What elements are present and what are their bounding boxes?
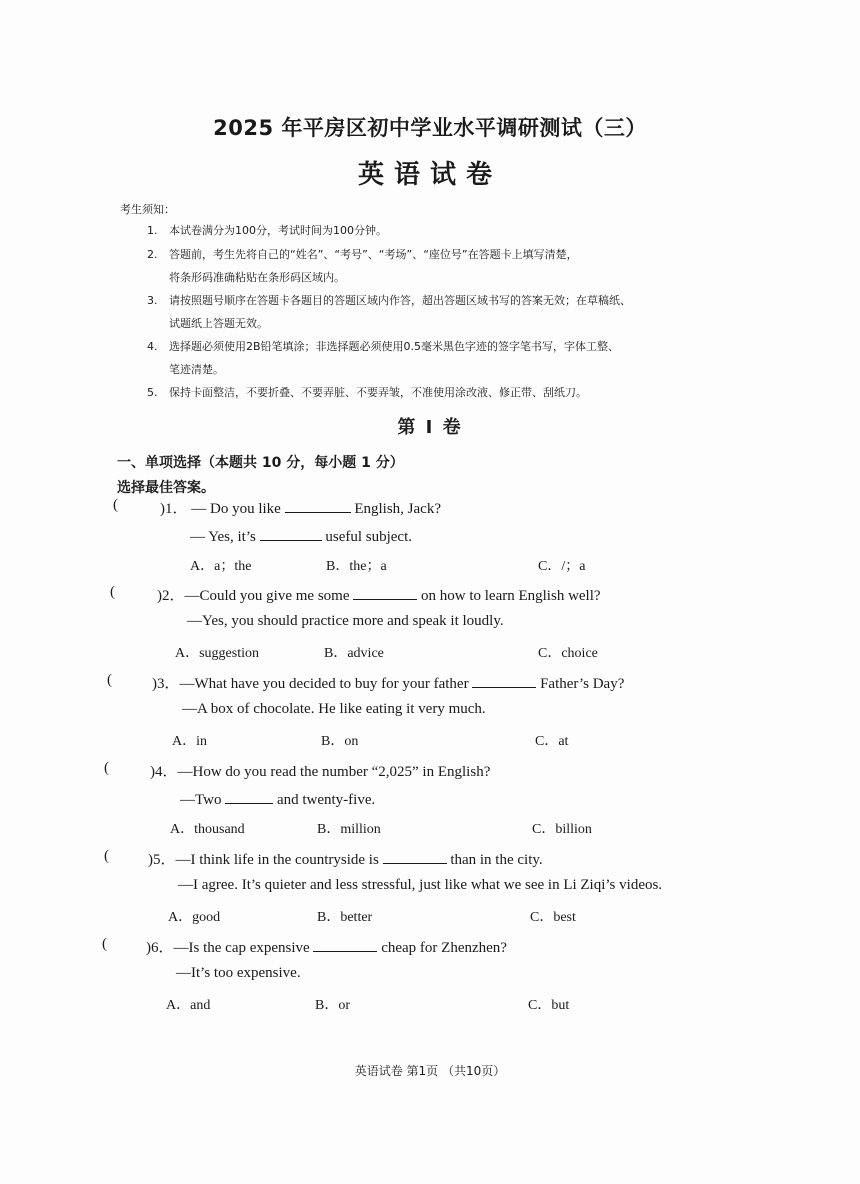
response-line: [176, 965, 301, 982]
answer-blank: [383, 849, 447, 864]
notice-item-2: [147, 243, 737, 289]
notice-item-number: 5.: [147, 386, 158, 399]
option-c: C．billion: [532, 822, 592, 837]
page-footer: 英语试卷 第1页 （共10页）: [354, 1064, 506, 1078]
question-line: [148, 848, 543, 869]
notice-item-text: 试题纸上答题无效。: [169, 317, 268, 330]
option-c: C．best: [530, 910, 576, 925]
option-b: B．advice: [324, 646, 384, 661]
notice-item-text: 将条形码准确粘贴在条形码区域内。: [169, 271, 345, 284]
answer-blank: [313, 937, 377, 952]
response-line: [190, 526, 412, 546]
response-text: —A box of chocolate. He like eating it very much.: [182, 701, 486, 717]
exam-title: 2025 年平房区初中学业水平调研测试（三）: [213, 116, 647, 140]
notice-heading: 考生须知：: [120, 203, 175, 216]
option-b: B．on: [321, 734, 359, 749]
option-a: A．a；the: [190, 559, 252, 574]
option-c: C．at: [535, 734, 569, 749]
volume-title: 第 I 卷: [397, 417, 463, 438]
notice-item-text: 答题前，考生先将自己的“姓名”、“考号”、“考场”、“座位号”在答题卡上填写清楚，: [169, 248, 578, 261]
response-text: and twenty-five.: [276, 792, 376, 808]
option-b: B．better: [317, 910, 373, 925]
question-text: Father’s Day?: [540, 676, 625, 692]
answer-blank: [472, 673, 536, 688]
option-b: B．million: [317, 822, 381, 837]
question-text: on how to learn English well?: [421, 588, 601, 604]
question-text: —How do you read the number “2,025” in English?: [177, 764, 491, 780]
response-text: —Yes, you should practice more and speak it loudly.: [187, 613, 504, 629]
answer-paren[interactable]: (: [113, 497, 118, 513]
answer-paren[interactable]: (: [104, 760, 109, 776]
response-text: —It’s too expensive.: [176, 965, 301, 981]
answer-blank: [285, 498, 351, 513]
answer-paren[interactable]: (: [102, 936, 107, 952]
notice-item-text: 笔迹清楚。: [169, 363, 224, 376]
question-line: [160, 497, 441, 518]
option-a: A．and: [166, 998, 211, 1013]
option-b: B．or: [315, 998, 350, 1013]
question-number: )3．: [152, 676, 180, 692]
option-b: B．the；a: [326, 559, 387, 574]
question-text: —What have you decided to buy for your father: [179, 676, 469, 692]
subject-title: 英语试卷: [357, 160, 502, 190]
question-number: )4．: [150, 764, 178, 780]
notice-item-number: 4.: [147, 340, 158, 353]
answer-blank: [353, 585, 417, 600]
answer-blank: [260, 526, 322, 541]
question-text: — Do you like: [191, 501, 281, 517]
notice-item-text: 本试卷满分为100分，考试时间为100分钟。: [169, 224, 387, 237]
notice-item-4: [147, 335, 737, 381]
question-text: cheap for Zhenzhen?: [381, 940, 507, 956]
option-a: A．good: [168, 910, 221, 925]
answer-paren[interactable]: (: [104, 848, 109, 864]
option-a: A．thousand: [170, 822, 245, 837]
question-number: )6．: [146, 940, 174, 956]
answer-blank: [225, 789, 273, 804]
notice-item-text: 选择题必须使用2B铅笔填涂；非选择题必须使用0.5毫米黑色字迹的签字笔书写，字体工整、: [169, 340, 620, 353]
question-text: —Is the cap expensive: [173, 940, 310, 956]
response-text: useful subject.: [325, 529, 413, 545]
option-c: C．choice: [538, 646, 598, 661]
response-line: [182, 701, 486, 718]
response-line: [178, 877, 662, 894]
response-text: —Two: [180, 792, 222, 808]
response-text: —I agree. It’s quieter and less stressful, just like what we see in Li Ziqi’s videos.: [178, 877, 663, 893]
question-number: )1．: [160, 501, 188, 517]
notice-item-3: [147, 289, 737, 335]
question-number: )5．: [148, 852, 176, 868]
question-line: [157, 584, 601, 605]
section-title: 一、单项选择（本题共 10 分，每小题 1 分）: [117, 455, 404, 471]
notice-item-text: 保持卡面整洁，不要折叠、不要弄脏、不要弄皱，不准使用涂改液、修正带、刮纸刀。: [169, 386, 587, 399]
response-text: — Yes, it’s: [190, 529, 256, 545]
question-line: [146, 936, 507, 957]
option-a: A．suggestion: [175, 646, 259, 661]
notice-item-text: 请按照题号顺序在答题卡各题目的答题区域内作答，超出答题区域书写的答案无效；在草稿纸、: [169, 294, 631, 307]
notice-item-number: 2.: [147, 248, 158, 261]
question-number: )2．: [157, 588, 185, 604]
option-a: A．in: [172, 734, 207, 749]
question-text: —I think life in the countryside is: [175, 852, 379, 868]
notice-item-1: [147, 219, 737, 242]
response-line: [180, 789, 375, 809]
notice-item-number: 3.: [147, 294, 158, 307]
section-instruction: 选择最佳答案。: [117, 480, 215, 496]
answer-paren[interactable]: (: [107, 672, 112, 688]
question-line: [152, 672, 624, 693]
question-text: —Could you give me some: [184, 588, 350, 604]
option-c: C．/；a: [538, 559, 586, 574]
option-c: C．but: [528, 998, 570, 1013]
question-line: [150, 760, 490, 781]
question-text: English, Jack?: [354, 501, 441, 517]
notice-item-5: [147, 381, 737, 404]
question-text: than in the city.: [450, 852, 543, 868]
notice-item-number: 1.: [147, 224, 158, 237]
answer-paren[interactable]: (: [110, 584, 115, 600]
response-line: [187, 613, 504, 630]
